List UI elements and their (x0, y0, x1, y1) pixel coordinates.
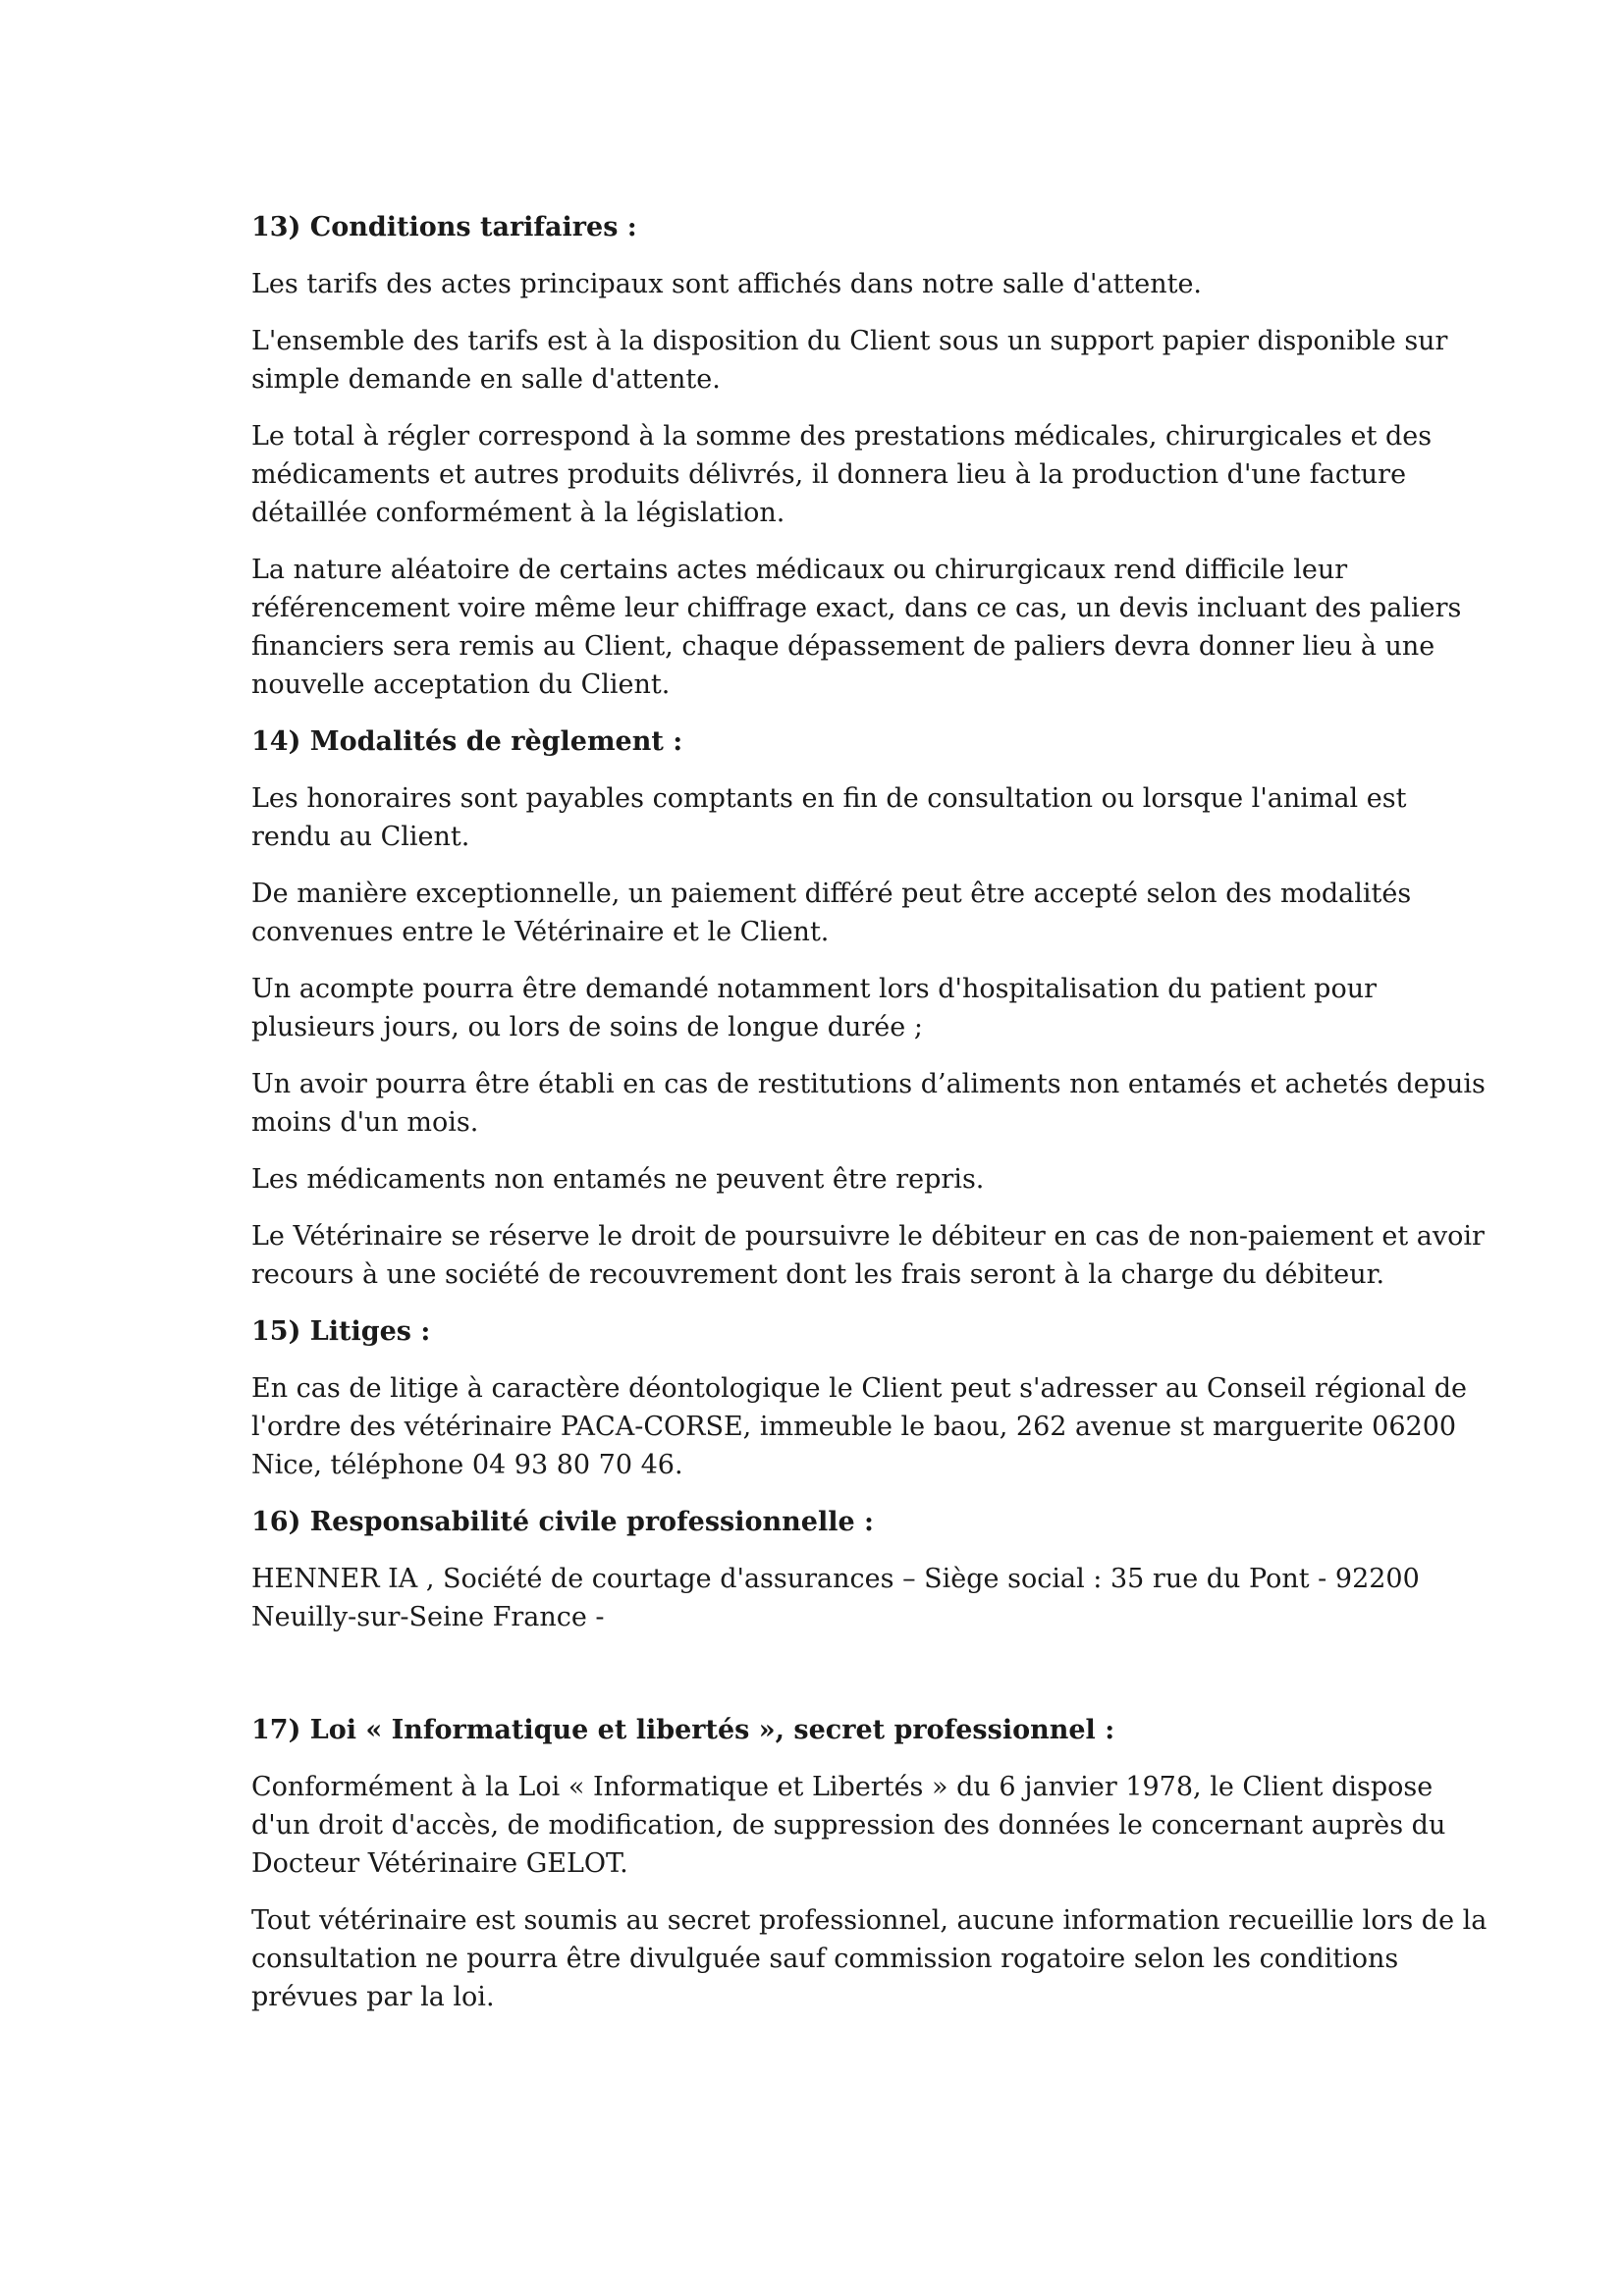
paragraph: Le Vétérinaire se réserve le droit de poursuivre le débiteur en cas de non-paiement et avoir recours à une société de recouvrement dont les frais seront à la charge du débiteur. (251, 1221, 1485, 1290)
section-modalites-reglement (251, 722, 1488, 1294)
paragraph: En cas de litige à caractère déontologique le Client peut s'adresser au Conseil régional de l'ordre des vétérinaire PACA-CORSE, immeuble le baou, 262 avenue st marguerite 06200 Nice, téléphone 04 93 80 70 46. (251, 1373, 1467, 1480)
section-heading: 13) Conditions tarifaires : (251, 212, 637, 242)
paragraph: HENNER IA , Société de courtage d'assurances – Siège social : 35 rue du Pont - 92200 Neuilly-sur-Seine France - (251, 1564, 1420, 1632)
section-heading: 14) Modalités de règlement : (251, 726, 683, 757)
section-informatique-libertes (251, 1711, 1488, 2016)
spacer (251, 1655, 1488, 1711)
paragraph: Tout vétérinaire est soumis au secret professionnel, aucune information recueillie lors de la consultation ne pourra être divulguée sauf commission rogatoire selon les conditions prévues par la loi. (251, 1905, 1488, 2012)
section-heading: 16) Responsabilité civile professionnelle : (251, 1507, 875, 1537)
paragraph: L'ensemble des tarifs est à la disposition du Client sous un support papier disponible sur simple demande en salle d'attente. (251, 326, 1448, 395)
paragraph: Un avoir pourra être établi en cas de restitutions d’aliments non entamés et achetés depuis moins d'un mois. (251, 1069, 1486, 1138)
paragraph: Un acompte pourra être demandé notamment lors d'hospitalisation du patient pour plusieurs jours, ou lors de soins de longue durée ; (251, 974, 1378, 1042)
document-body (251, 208, 1488, 2035)
paragraph: Conformément à la Loi « Informatique et Libertés » du 6 janvier 1978, le Client dispose d'un droit d'accès, de modification, de suppression des données le concernant auprès du Docteur Vétérinaire GELOT. (251, 1772, 1446, 1879)
paragraph: Les médicaments non entamés ne peuvent être repris. (251, 1164, 985, 1195)
section-conditions-tarifaires (251, 208, 1488, 704)
paragraph: La nature aléatoire de certains actes médicaux ou chirurgicaux rend difficile leur référencement voire même leur chiffrage exact, dans ce cas, un devis incluant des paliers financiers sera remis au Client, chaque dépassement de paliers devra donner lieu à une nouvelle acceptation du Client. (251, 555, 1462, 700)
paragraph: Les tarifs des actes principaux sont affichés dans notre salle d'attente. (251, 269, 1203, 299)
section-litiges (251, 1312, 1488, 1484)
paragraph: Le total à régler correspond à la somme des prestations médicales, chirurgicales et des médicaments et autres produits délivrés, il donnera lieu à la production d'une facture détaillée conformément à la législation. (251, 421, 1433, 528)
paragraph: De manière exceptionnelle, un paiement différé peut être accepté selon des modalités convenues entre le Vétérinaire et le Client. (251, 879, 1412, 947)
section-responsabilite-civile (251, 1503, 1488, 1636)
section-heading: 17) Loi « Informatique et libertés », secret professionnel : (251, 1715, 1115, 1745)
paragraph: Les honoraires sont payables comptants en fin de consultation ou lorsque l'animal est rendu au Client. (251, 783, 1407, 852)
section-heading: 15) Litiges : (251, 1316, 431, 1347)
